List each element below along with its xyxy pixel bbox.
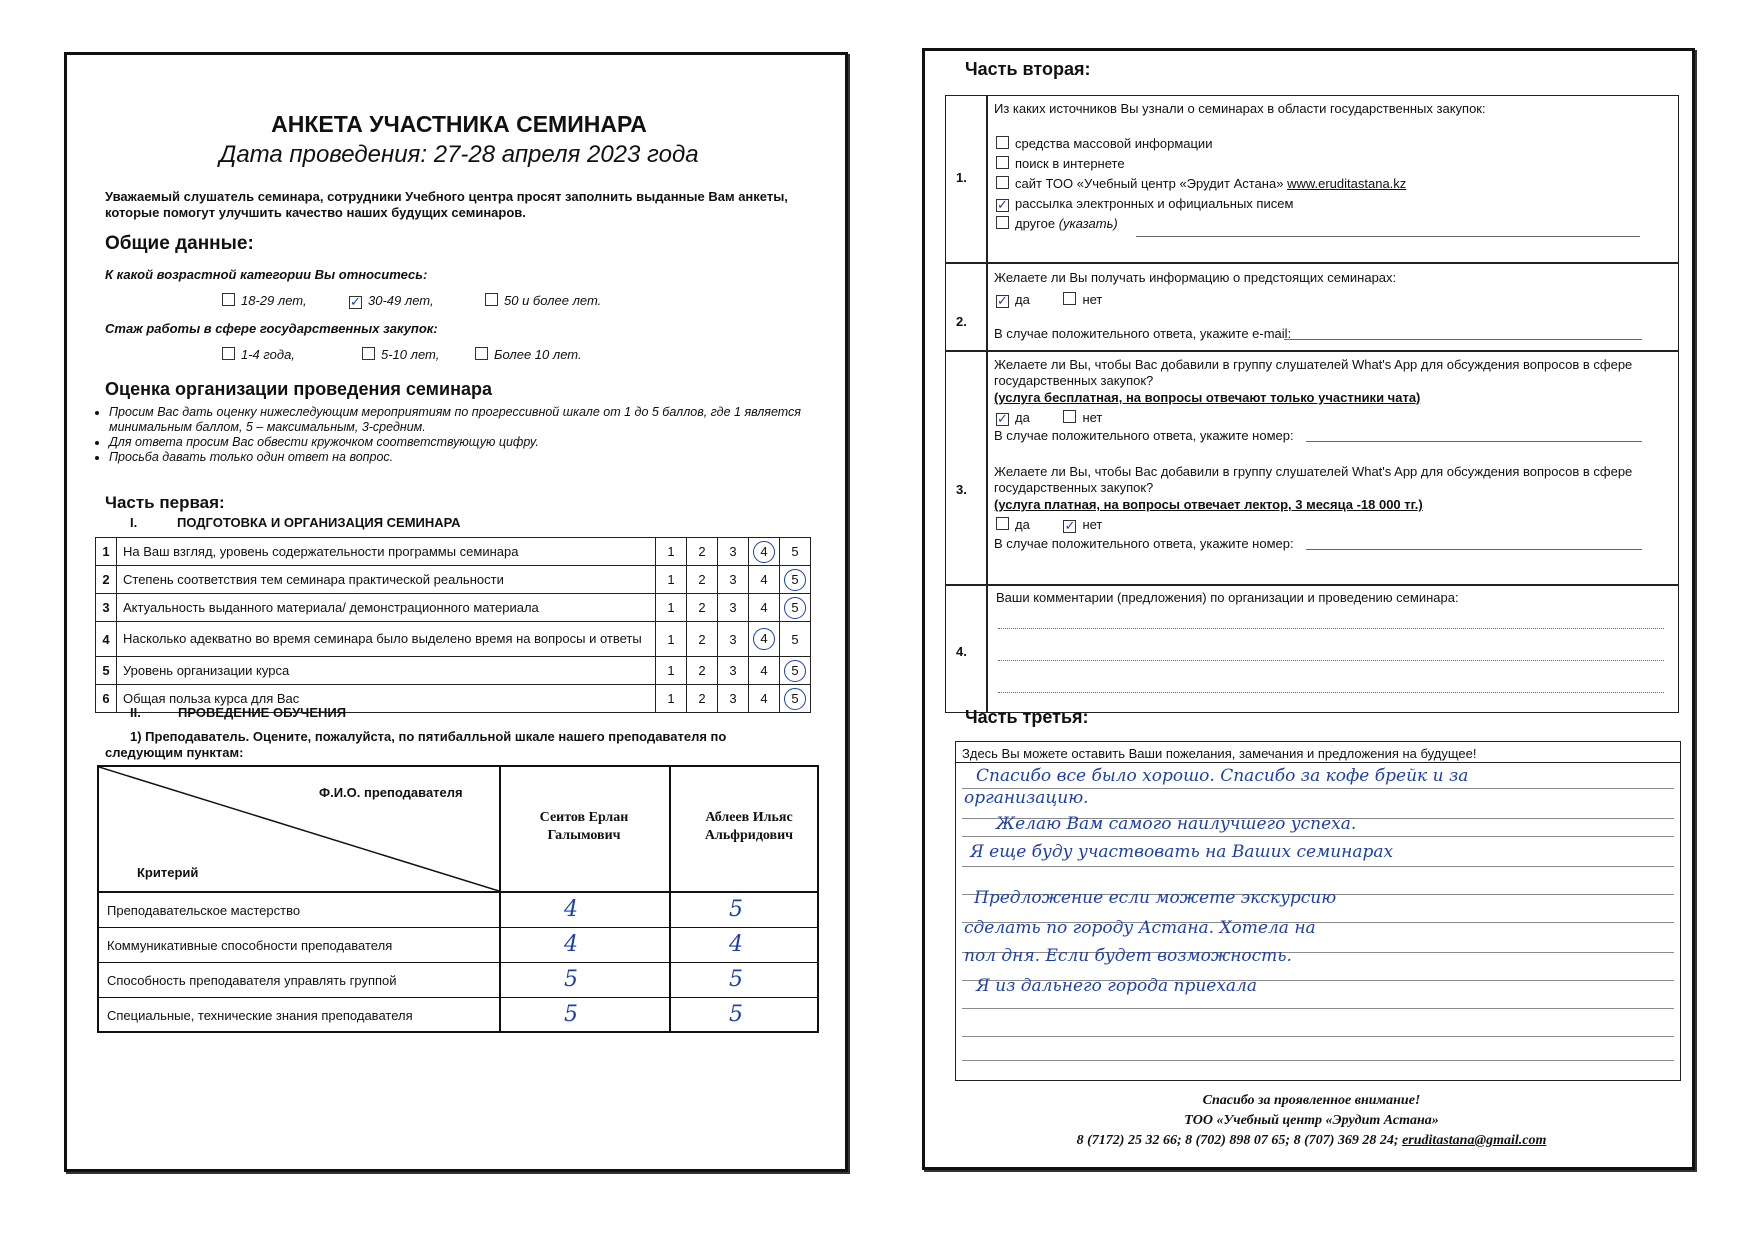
rating-row [96,594,811,622]
teacher-table [97,765,819,1033]
score: 5 [791,544,799,559]
score: 3 [729,663,737,678]
q3b-answers [996,517,1102,533]
q3b-text: Желаете ли Вы, чтобы Вас добавили в группу слушателей What's App для обсуждения вопросов в сфере государственных закупок? [994,464,1633,495]
score: 2 [698,691,706,706]
criterion-label: Способность преподавателя управлять группой [107,973,397,988]
criterion-label: Специальные, технические знания преподавателя [107,1008,413,1023]
rating-score-option[interactable] [780,657,811,685]
selected-score: 5 [784,688,806,710]
questions-table [945,95,1679,713]
teacher-2-score[interactable]: 5 [729,1002,743,1027]
score: 1 [667,544,675,559]
general-heading: Общие данные: [105,233,254,254]
q1-option-site[interactable]: сайт ТОО «Учебный центр «Эрудит Астана» www.eruditastana.kz [996,174,1406,194]
rating-row-number: 4 [96,622,117,657]
rating-row-number: 3 [96,594,117,622]
q3a-phone-label: В случае положительного ответа, укажите номер: [994,428,1294,443]
experience-question: Стаж работы в сфере государственных закупок: [105,321,438,336]
instruction-item: • Для ответа просим Вас обвести кружочком соответствующую цифру. [109,435,825,450]
rating-score-option[interactable] [718,566,749,594]
checkbox[interactable] [1063,292,1076,305]
rating-row-number: 2 [96,566,117,594]
intro-text: Уважаемый слушатель семинара, сотрудники Учебного центра просят заполнить выданные Вам анкеты, которые помогут улучшить качество наших будущих семинаров. [105,189,788,220]
score: 4 [760,572,768,587]
fio-header: Ф.И.О. преподавателя [319,785,463,800]
score: 2 [698,600,706,615]
handwritten-feedback-line: Я из дальнего города приехала [976,976,1258,996]
rating-score-option[interactable] [656,566,687,594]
rating-row-text: На Ваш взгляд, уровень содержательности программы семинара [117,538,656,566]
checkbox[interactable] [475,347,488,360]
part2-heading: Часть вторая: [965,59,1091,79]
handwritten-feedback-line: организацию. [964,788,1089,808]
criteria-header: Критерий [137,865,199,880]
rating-score-option[interactable] [749,566,780,594]
instruction-item: • Просим Вас дать оценку нижеследующим мероприятиям по прогрессивной шкале от 1 до 5 баллов, где 1 является минимальным баллом, 5 – максимальным, 3-средним. [109,405,825,435]
rating-row-text: Степень соответствия тем семинара практической реальности [117,566,656,594]
checkbox[interactable] [362,347,375,360]
exp-option-3[interactable]: Более 10 лет. [475,347,582,362]
handwritten-feedback-line: пол дня. Если будет возможность. [964,946,1292,966]
checkbox[interactable] [485,293,498,306]
form-date: Дата проведения: 27-28 апреля 2023 года [219,141,699,168]
phone-field-free[interactable] [1306,441,1642,442]
rating-score-option[interactable] [656,538,687,566]
rating-score-option[interactable] [687,566,718,594]
q1-option-other[interactable]: другое (указать) [996,214,1406,234]
rating-row-text: Общая польза курса для Вас [117,685,656,713]
rating-row-number: 1 [96,538,117,566]
checkbox[interactable]: ✓ [997,293,1008,308]
teacher-2-score[interactable]: 4 [729,932,743,957]
age-option-1[interactable]: 18-29 лет, [222,293,307,308]
exp-option-1[interactable]: 1-4 года, [222,347,295,362]
left-page [64,52,848,1172]
score: 3 [729,544,737,559]
handwritten-feedback-line: Спасибо все было хорошо. Спасибо за кофе брейк и за [976,766,1469,786]
q2-number: 2. [956,314,967,329]
q1-text: Из каких источников Вы узнали о семинарах в области государственных закупок: [994,101,1486,116]
section2-title: ПРОВЕДЕНИЕ ОБУЧЕНИЯ [178,705,347,720]
site-link[interactable]: www.eruditastana.kz [1287,176,1407,191]
age-question: К какой возрастной категории Вы относитесь: [105,267,428,282]
teacher-1-score[interactable]: 4 [564,897,578,922]
checkbox[interactable]: ✓ [350,294,361,309]
score: 2 [698,572,706,587]
rating-score-option[interactable] [718,594,749,622]
q2-no[interactable]: нет [1063,292,1102,307]
criterion-label: Коммуникативные способности преподавателя [107,938,393,953]
score: 4 [760,600,768,615]
age-option-2[interactable]: ✓ 30-49 лет, [350,293,434,309]
teacher-1-score[interactable]: 4 [564,932,578,957]
checkbox[interactable] [996,176,1009,189]
score: 4 [760,663,768,678]
footer-contacts: 8 (7172) 25 32 66; 8 (702) 898 07 65; 8 (707) 369 28 24; eruditastana@gmail.com [1076,1133,1547,1148]
rating-score-option[interactable] [687,685,718,713]
q1-options [996,134,1406,234]
q3b-yes[interactable]: да [996,517,1030,532]
right-page [922,48,1695,1170]
score: 2 [698,663,706,678]
rating-score-option[interactable] [656,594,687,622]
rating-score-option[interactable] [718,685,749,713]
checkbox[interactable]: ✓ [1064,518,1076,533]
score: 1 [667,691,675,706]
selected-score: 5 [784,597,806,619]
rating-row [96,657,811,685]
selected-score: 4 [753,628,775,650]
rating-score-option[interactable] [749,657,780,685]
checkbox[interactable]: ✓ [997,411,1008,426]
score: 1 [667,663,675,678]
rating-score-option[interactable] [749,685,780,713]
rating-score-option[interactable] [656,657,687,685]
checkbox[interactable]: ✓ [997,197,1008,212]
rating-score-option[interactable] [718,538,749,566]
feedback-box[interactable] [955,741,1681,1081]
exp-option-2[interactable]: 5-10 лет, [362,347,439,362]
score: 2 [698,544,706,559]
rating-row-number: 5 [96,657,117,685]
rating-row-text: Насколько адекватно во время семинара было выделено время на вопросы и ответы [117,622,656,657]
q2-text: Желаете ли Вы получать информацию о предстоящих семинарах: [994,270,1397,285]
teacher-name-2: Аблеев Ильяс Альфридович [704,810,794,843]
age-option-3[interactable]: 50 и более лет. [485,293,601,308]
footer-email[interactable]: eruditastana@gmail.com [1402,1133,1547,1148]
part3-heading: Часть третья: [965,707,1089,727]
section1-number: I. [130,515,138,530]
rating-score-option[interactable] [749,594,780,622]
handwritten-feedback-line: сделать по городу Астана. Хотела на [964,918,1316,938]
rating-score-option[interactable] [749,538,780,566]
score: 3 [729,631,737,647]
part1-heading: Часть первая: [105,493,225,512]
email-field[interactable] [1284,339,1642,340]
teacher-criterion-row [99,928,817,963]
rating-row [96,622,811,657]
rating-row [96,538,811,566]
rating-score-option[interactable] [780,594,811,622]
q3-number: 3. [956,482,967,497]
teacher-1-score[interactable]: 5 [564,967,578,992]
q3a-yes[interactable]: ✓ да [997,410,1030,426]
score: 5 [791,631,799,647]
teacher-question: 1) Преподаватель. Оцените, пожалуйста, по пятибалльной шкале нашего преподавателя по следующим пунктам: [105,729,727,760]
q2-email-label: В случае положительного ответа, укажите e-mail: [994,326,1292,341]
q3b-note: (услуга платная, на вопросы отвечает лектор, 3 месяца -18 000 тг.) [994,497,1423,512]
checkbox[interactable] [996,216,1009,229]
checkbox[interactable] [996,517,1009,530]
rating-score-option[interactable] [749,622,780,657]
teacher-name-1: Сеитов Ерлан Галымович [539,810,629,843]
footer-organization: ТОО «Учебный центр «Эрудит Астана» [1184,1113,1439,1128]
teacher-1-score[interactable]: 5 [564,1002,578,1027]
q2-yes[interactable]: ✓ да [997,292,1030,308]
teacher-criterion-row [99,963,817,998]
checkbox[interactable] [996,136,1009,149]
section1-title: ПОДГОТОВКА И ОРГАНИЗАЦИЯ СЕМИНАРА [177,515,461,530]
q2-answers [996,292,1102,308]
instructions-list [93,405,825,465]
selected-score: 5 [784,569,806,591]
rating-score-option[interactable] [780,622,811,657]
q3a-note: (услуга бесплатная, на вопросы отвечают только участники чата) [994,390,1421,405]
q3a-text: Желаете ли Вы, чтобы Вас добавили в группу слушателей What's App для обсуждения вопросов в сфере государственных закупок? [994,357,1633,388]
handwritten-feedback-line: Предложение если можете экскурсию [974,888,1337,908]
checkbox[interactable] [1063,410,1076,423]
score: 3 [729,572,737,587]
q3a-answers [996,410,1102,426]
rating-row-text: Актуальность выданного материала/ демонстрационного материала [117,594,656,622]
checkbox[interactable] [996,156,1009,169]
rating-score-option[interactable] [718,622,749,657]
teacher-2-score[interactable]: 5 [729,967,743,992]
handwritten-feedback-line: Желаю Вам самого наилучшего успеха. [996,814,1357,834]
teacher-2-score[interactable]: 5 [729,897,743,922]
score: 4 [760,691,768,706]
score: 1 [667,572,675,587]
rating-score-option[interactable] [687,538,718,566]
rating-score-option[interactable] [687,594,718,622]
q3b-no[interactable]: ✓ нет [1064,517,1103,533]
q4-number: 4. [956,644,967,659]
rating-table [95,537,811,713]
selected-score: 5 [784,660,806,682]
rating-score-option[interactable] [687,657,718,685]
q1-option-internet[interactable]: поиск в интернете [996,154,1406,174]
evaluation-heading: Оценка организации проведения семинара [105,379,492,399]
rating-row [96,566,811,594]
phone-field-paid[interactable] [1306,549,1642,550]
footer-thanks: Спасибо за проявленное внимание! [1202,1093,1421,1108]
score: 3 [729,600,737,615]
part3-prompt: Здесь Вы можете оставить Ваши пожелания, замечания и предложения на будущее! [962,746,1477,761]
score: 1 [667,631,675,647]
selected-score: 4 [753,541,775,563]
instruction-item: • Просьба давать только один ответ на вопрос. [109,450,825,465]
teacher-criterion-row [99,893,817,928]
handwritten-feedback-line: Я еще буду участвовать на Ваших семинарах [970,842,1394,862]
rating-score-option[interactable] [780,685,811,713]
q3b-phone-label: В случае положительного ответа, укажите номер: [994,536,1294,551]
rating-score-option[interactable] [656,622,687,657]
score: 2 [698,631,706,647]
criterion-label: Преподавательское мастерство [107,903,301,918]
q3a-no[interactable]: нет [1063,410,1102,425]
q1-option-media[interactable]: средства массовой информации [996,134,1406,154]
rating-score-option[interactable] [656,685,687,713]
teacher-criterion-row [99,998,817,1033]
rating-row-text: Уровень организации курса [117,657,656,685]
checkbox[interactable] [222,293,235,306]
rating-score-option[interactable] [718,657,749,685]
rating-score-option[interactable] [780,538,811,566]
q1-option-mailing[interactable]: ✓ рассылка электронных и официальных писем [997,196,1294,212]
rating-row-number: 6 [96,685,117,713]
section2-number: II. [130,705,141,720]
checkbox[interactable] [222,347,235,360]
q4-text: Ваши комментарии (предложения) по организации и проведению семинара: [996,590,1459,605]
rating-score-option[interactable] [687,622,718,657]
rating-score-option[interactable] [780,566,811,594]
score: 3 [729,691,737,706]
form-title: АНКЕТА УЧАСТНИКА СЕМИНАРА [271,111,647,137]
score: 1 [667,600,675,615]
q1-number: 1. [956,170,967,185]
